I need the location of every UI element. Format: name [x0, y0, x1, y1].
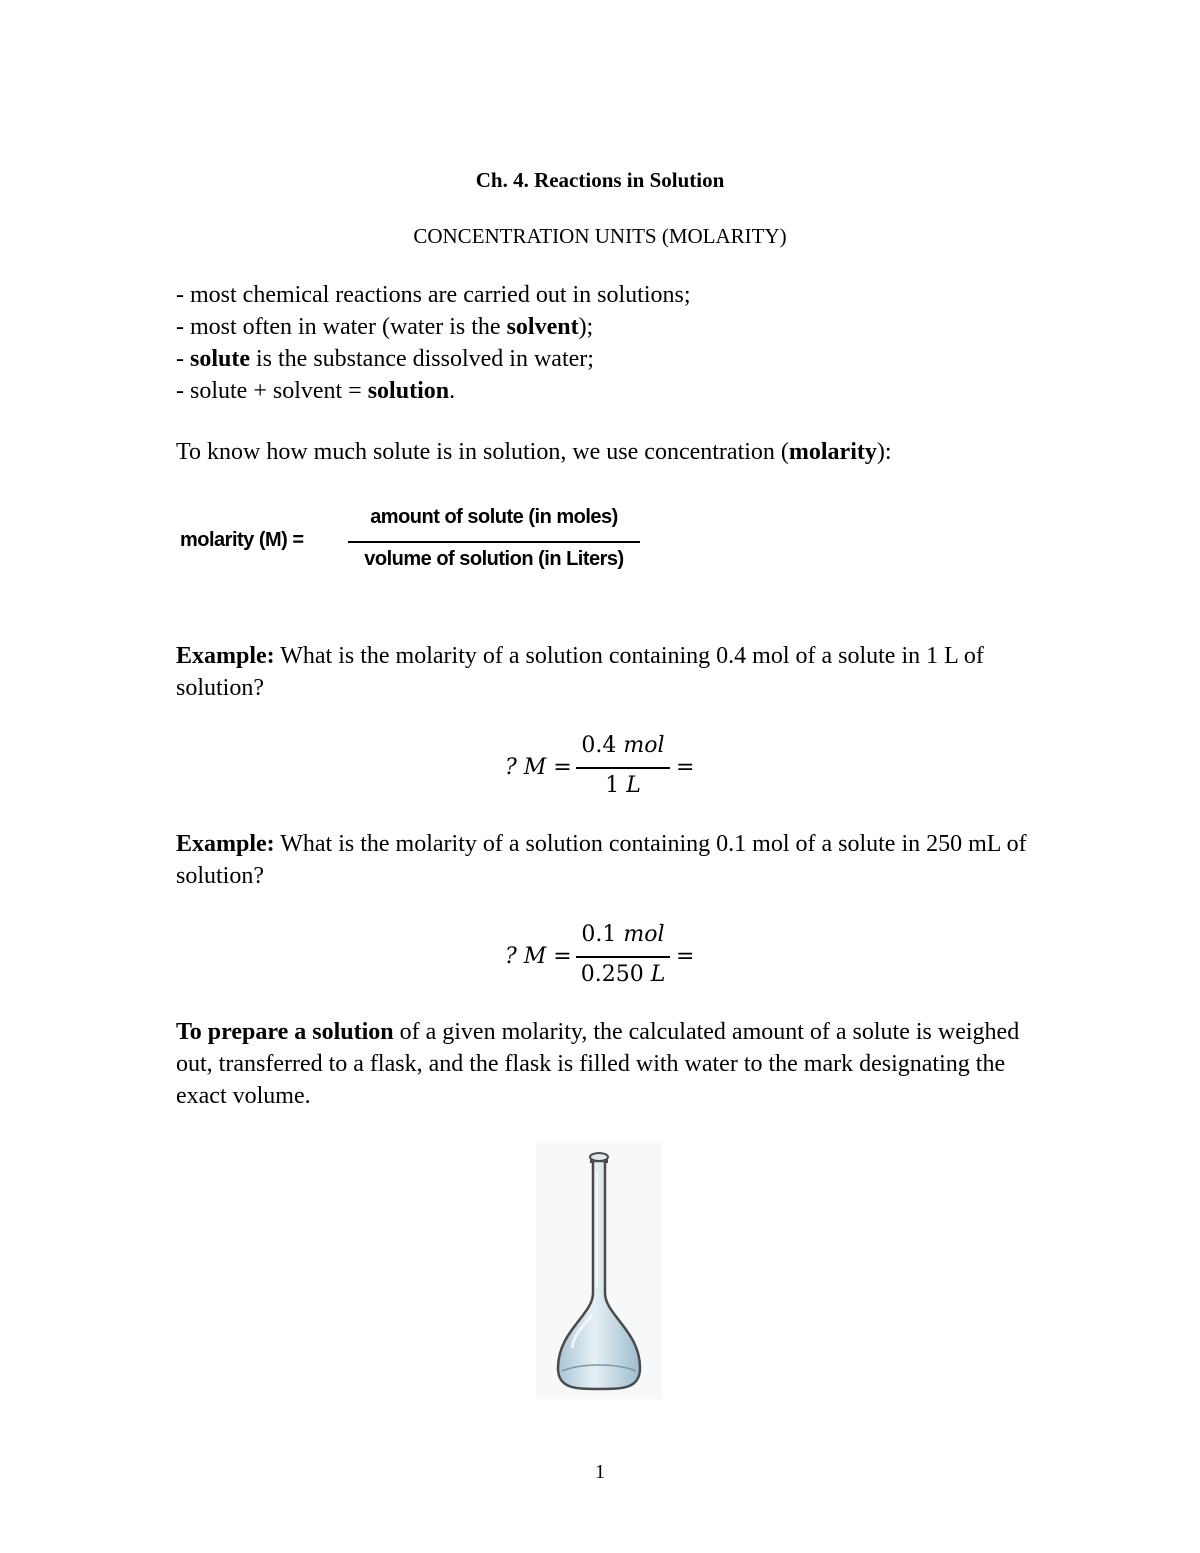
volumetric-flask-icon: [536, 1143, 662, 1399]
page-number: 1: [595, 1461, 605, 1483]
equation-denominator: 0.250 L: [580, 962, 666, 987]
example-1-question: Example: What is the molarity of a solution containing 0.4 mol of a solute in 1 L of solution?: [176, 643, 984, 701]
prepare-paragraph: To prepare a solution of a given molarity, the calculated amount of a solute is weighed out, transferred to a flask, and the flask is filled with water to the mark designating the exact volume.: [176, 1019, 1020, 1109]
equation-rhs: =: [676, 755, 695, 780]
equation-lhs: ? M =: [505, 755, 572, 780]
section-heading: CONCENTRATION UNITS (MOLARITY): [413, 224, 787, 248]
formula-label: molarity (M) =: [180, 529, 304, 551]
fraction-bar: [348, 541, 640, 543]
equation-numerator: 0.1 mol: [581, 922, 665, 947]
fraction-bar: [576, 956, 670, 958]
intro-paragraph: To know how much solute is in solution, we use concentration (molarity):: [176, 439, 892, 465]
bullet-list: [176, 279, 691, 407]
fraction-bar: [576, 767, 670, 769]
bullet-item: - most often in water (water is the solvent);: [176, 314, 594, 340]
page-title: Ch. 4. Reactions in Solution: [475, 168, 725, 192]
equation-denominator: 1 L: [605, 773, 641, 798]
formula-denominator: volume of solution (in Liters): [364, 548, 624, 570]
equation-lhs: ? M =: [505, 944, 572, 969]
bullet-item: - most chemical reactions are carried out in solutions;: [176, 282, 691, 308]
bullet-item: - solute + solvent = solution.: [176, 378, 456, 404]
equation-rhs: =: [676, 944, 695, 969]
bullet-item: - solute is the substance dissolved in water;: [176, 346, 594, 372]
formula-numerator: amount of solute (in moles): [370, 506, 618, 528]
equation-numerator: 0.4 mol: [581, 733, 665, 758]
example-2-question: Example: What is the molarity of a solution containing 0.1 mol of a solute in 250 mL of solution?: [176, 831, 1027, 889]
